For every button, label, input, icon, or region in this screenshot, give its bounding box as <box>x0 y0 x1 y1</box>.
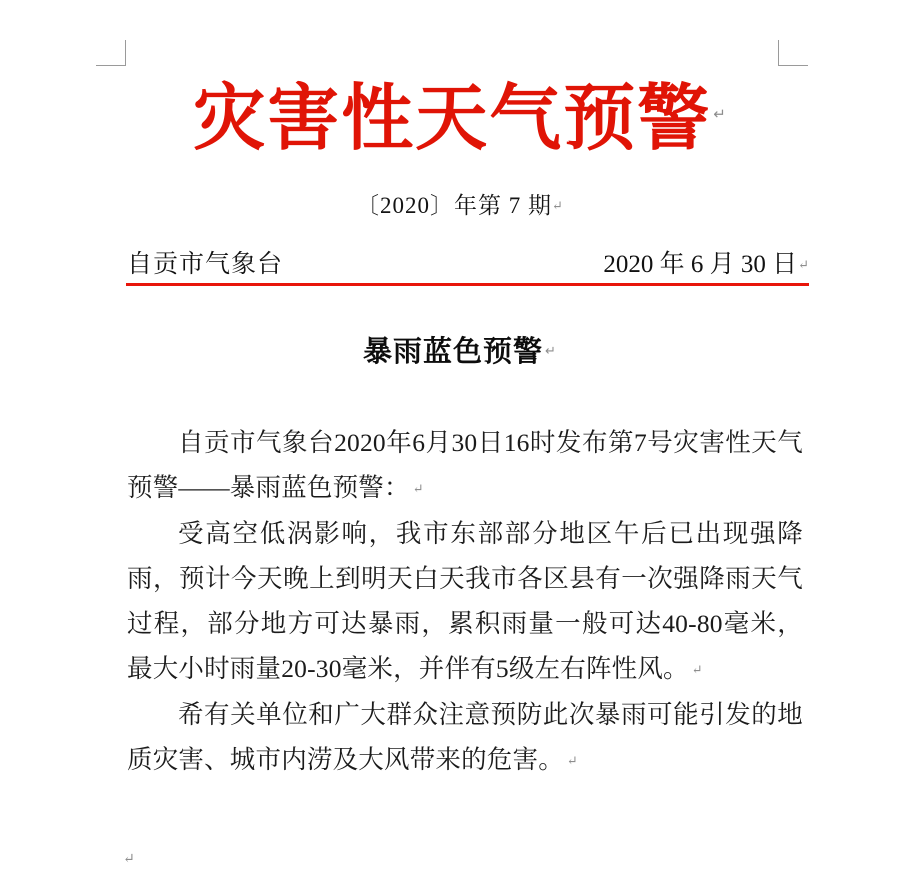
issue-number-line <box>0 190 919 222</box>
document-body <box>127 420 803 783</box>
warning-sub-heading <box>0 331 919 371</box>
trailing-paragraph-mark-icon: ↵ <box>123 852 135 867</box>
paragraph-mark-icon: ↵ <box>545 343 556 358</box>
document-title <box>0 72 919 161</box>
body-paragraph-text: 希有关单位和广大群众注意预防此次暴雨可能引发的地质灾害、城市内涝及大风带来的危害。 <box>127 700 803 774</box>
issue-date-wrap <box>603 248 809 282</box>
paragraph-mark-icon: ↵ <box>552 198 563 213</box>
body-paragraph-text: 受高空低涡影响，我市东部部分地区午后已出现强降雨，预计今天晚上到明天白天我市各区县有一次强降雨天气过程，部分地方可达暴雨，累积雨量一般可达40-80毫米，最大小时雨量20-30毫米，并伴有5级左右阵性风。 <box>127 519 803 683</box>
crop-mark-top-right-icon <box>778 40 808 66</box>
document-title-text: 灾害性天气预警 <box>193 76 712 160</box>
body-paragraph <box>127 420 803 511</box>
paragraph-mark-icon: ↵ <box>412 481 424 496</box>
body-paragraph <box>127 692 803 783</box>
issuer-name: 自贡市气象台 <box>127 251 284 278</box>
paragraph-mark-icon: ↵ <box>566 753 578 768</box>
crop-mark-top-left-icon <box>96 40 126 66</box>
paragraph-mark-icon: ↵ <box>713 107 726 123</box>
paragraph-mark-icon: ↵ <box>691 662 703 677</box>
paragraph-mark-icon: ↵ <box>798 257 809 272</box>
body-paragraph-text: 自贡市气象台2020年6月30日16时发布第7号灾害性天气预警——暴雨蓝色预警： <box>127 428 803 502</box>
issuer-date-row <box>127 248 809 282</box>
warning-sub-heading-text: 暴雨蓝色预警 <box>363 334 544 368</box>
body-paragraph <box>127 511 803 692</box>
red-separator-rule <box>126 283 809 286</box>
issue-date: 2020 年 6 月 30 日 <box>603 251 798 278</box>
issue-number-text: 〔2020〕年第 7 期 <box>356 193 553 218</box>
